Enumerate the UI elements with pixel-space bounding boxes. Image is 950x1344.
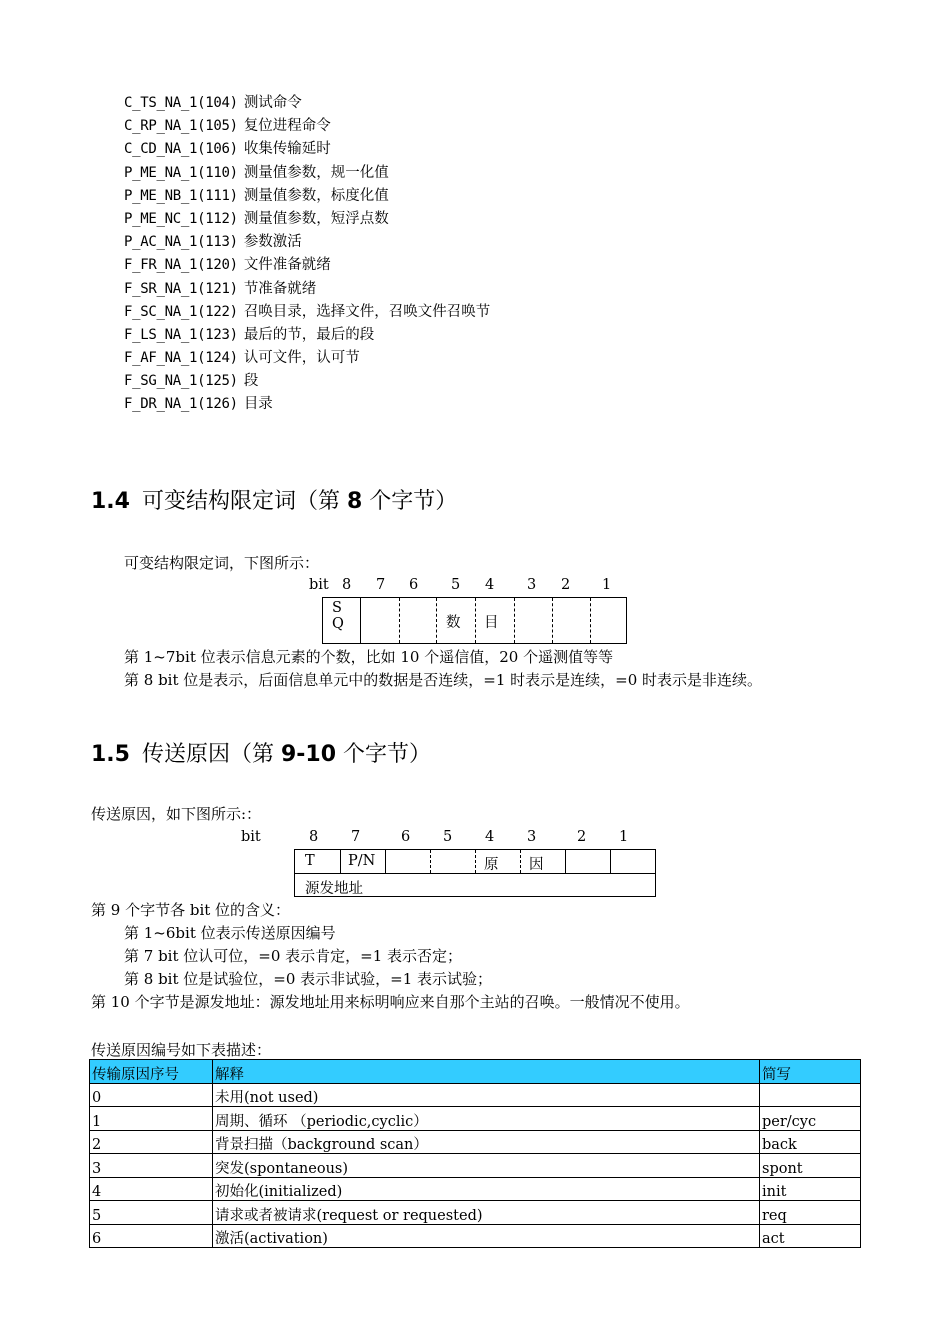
bit-divider [436,598,437,643]
table-header: 解释 [213,1060,760,1084]
table-header: 简写 [760,1060,861,1084]
table-row: 3 突发(spontaneous) spont [90,1154,861,1178]
origin-address-cell: 源发地址 [305,881,363,897]
cot-table-intro: 传送原因编号如下表描述： [91,1041,272,1059]
cot-line-2: 第 7 bit 位认可位，=0 表示肯定，=1 表示否定； [124,947,463,965]
section-1-4-heading: 1.4 可变结构限定词（第 8 个字节） [91,489,458,514]
list-item: C_CD_NA_1(106) 收集传输延时 [124,141,331,158]
list-item: F_DR_NA_1(126) 目录 [124,396,273,413]
bit-divider [520,850,521,873]
cot-byte9-row: T P/N 原 因 [295,850,655,874]
vsq-line-1: 第 1~7bit 位表示信息元素的个数，比如 10 个遥信值，20 个遥测值等等 [124,648,614,666]
bit-divider [475,598,476,643]
table-row: 0 未用(not used) [90,1083,861,1107]
list-item: F_LS_NA_1(123) 最后的节，最后的段 [124,326,375,343]
bit-divider [610,850,611,873]
vsq-register: S Q 数 目 [322,597,627,644]
list-item: P_ME_NC_1(112) 测量值参数，短浮点数 [124,210,389,227]
cot-table [89,1059,861,1248]
cot-bit-labels: bit 8 7 6 5 4 3 2 1 [241,829,629,845]
type-id-list [124,92,490,417]
bit-divider [430,850,431,873]
bit-divider [590,598,591,643]
list-item: C_RP_NA_1(105) 复位进程命令 [124,118,331,135]
cot-intro: 传送原因，如下图所示:： [91,805,262,823]
list-item: P_ME_NB_1(111) 测量值参数，标度化值 [124,187,389,204]
table-row: 5 请求或者被请求(request or requested) req [90,1201,861,1225]
bit-divider [399,598,400,643]
table-row: 2 背景扫描（background scan） back [90,1130,861,1154]
cot-register [294,849,656,897]
bit-divider [565,850,566,873]
list-item: F_SR_NA_1(121) 节准备就绪 [124,280,317,297]
sq-bit-cell: S Q [332,600,344,632]
table-row: 1 周期、循环 （periodic,cyclic） per/cyc [90,1107,861,1131]
vsq-intro: 可变结构限定词，下图所示： [124,554,320,572]
bit-divider [475,850,476,873]
table-header: 传输原因序号 [90,1060,213,1084]
list-item: F_AF_NA_1(124) 认可文件，认可节 [124,350,360,367]
list-item: F_FR_NA_1(120) 文件准备就绪 [124,257,331,274]
list-item: P_AC_NA_1(113) 参数激活 [124,234,302,251]
cot-line-1: 第 1~6bit 位表示传送原因编号 [124,924,336,942]
list-item: C_TS_NA_1(104) 测试命令 [124,95,302,111]
bit-divider [360,598,361,643]
list-item: F_SC_NA_1(122) 召唤目录，选择文件，召唤文件召唤节 [124,303,491,320]
table-header-row [90,1060,861,1084]
list-item: F_SG_NA_1(125) 段 [124,373,259,390]
bit-divider [340,850,341,873]
section-1-5-heading: 1.5 传送原因（第 9-10 个字节） [91,742,432,767]
bit-divider [385,850,386,873]
vsq-bit-labels: bit 8 7 6 5 4 3 2 1 [309,577,612,593]
byte9-meaning: 第 9 个字节各 bit 位的含义： [91,901,291,919]
byte10-meaning: 第 10 个字节是源发地址：源发地址用来标明响应来自那个主站的召唤。一般情况不使用。 [91,993,690,1011]
cot-line-3: 第 8 bit 位是试验位，=0 表示非试验，=1 表示试验； [124,970,493,988]
list-item: P_ME_NA_1(110) 测量值参数，规一化值 [124,164,389,181]
table-row: 4 初始化(initialized) init [90,1177,861,1201]
bit-divider [552,598,553,643]
vsq-line-2: 第 8 bit 位是表示，后面信息单元中的数据是否连续，=1 时表示是连续，=0 时表示是非连续。 [124,671,763,689]
table-row: 6 激活(activation) act [90,1224,861,1248]
bit-divider [514,598,515,643]
